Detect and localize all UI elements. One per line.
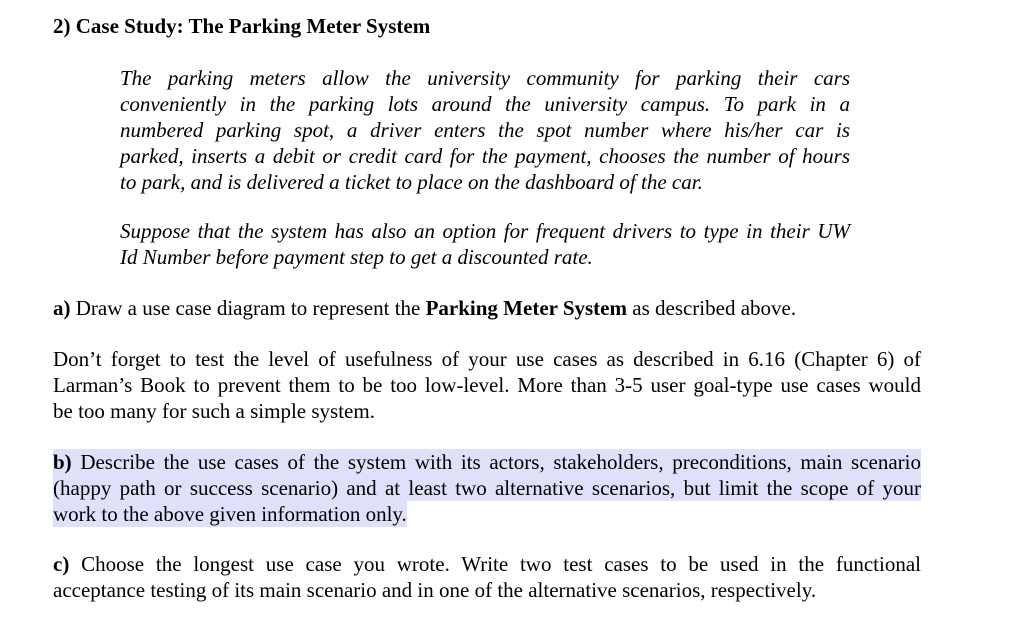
- part-a-text-after: as described above.: [627, 296, 797, 320]
- part-c-label: c): [53, 552, 70, 576]
- description-line-4: parked, inserts a debit or credit card for the payment, chooses the number of hours: [120, 144, 850, 168]
- part-a-text-before: Draw a use case diagram to represent the: [70, 296, 426, 320]
- part-a-bold-term: Parking Meter System: [425, 296, 627, 320]
- description-line-5: to park, and is delivered a ticket to place on the dashboard of the car.: [120, 170, 703, 194]
- part-c-text-1: Choose the longest use case you wrote. Write two test cases to be used in the functional: [69, 552, 921, 576]
- part-c-line-1: [53, 551, 921, 577]
- supposition-line-1: Suppose that the system has also an option for frequent drivers to type in their UW: [120, 219, 850, 243]
- part-b-text-1: Describe the use cases of the system with its actors, stakeholders, preconditions, main scenario: [71, 450, 921, 474]
- note-line-1: Don’t forget to test the level of usefulness of your use cases as described in 6.16 (Chapter 6) of: [53, 347, 921, 371]
- note-line-3: be too many for such a simple system.: [53, 399, 375, 423]
- description-line-1: The parking meters allow the university community for parking their cars: [120, 66, 850, 90]
- part-b-label: b): [53, 450, 72, 474]
- section-heading: 2) Case Study: The Parking Meter System: [53, 14, 431, 38]
- part-a-label: a): [53, 296, 71, 320]
- part-b-line-2: (happy path or success scenario) and at least two alternative scenarios, but limit the scope of your: [53, 476, 921, 500]
- note-line-2: Larman’s Book to prevent them to be too low-level. More than 3-5 user goal-type use cases would: [53, 373, 921, 397]
- part-c-line-2: acceptance testing of its main scenario and in one of the alternative scenarios, respectively.: [53, 578, 817, 602]
- part-a-paragraph: [53, 295, 796, 321]
- supposition-line-2: Id Number before payment step to get a discounted rate.: [120, 245, 593, 269]
- part-b-line-3: work to the above given information only.: [53, 502, 407, 526]
- description-line-3: numbered parking spot, a driver enters the spot number where his/her car is: [120, 118, 850, 142]
- part-b-line-1: [53, 449, 921, 475]
- description-line-2: conveniently in the parking lots around the university campus. To park in a: [120, 92, 850, 116]
